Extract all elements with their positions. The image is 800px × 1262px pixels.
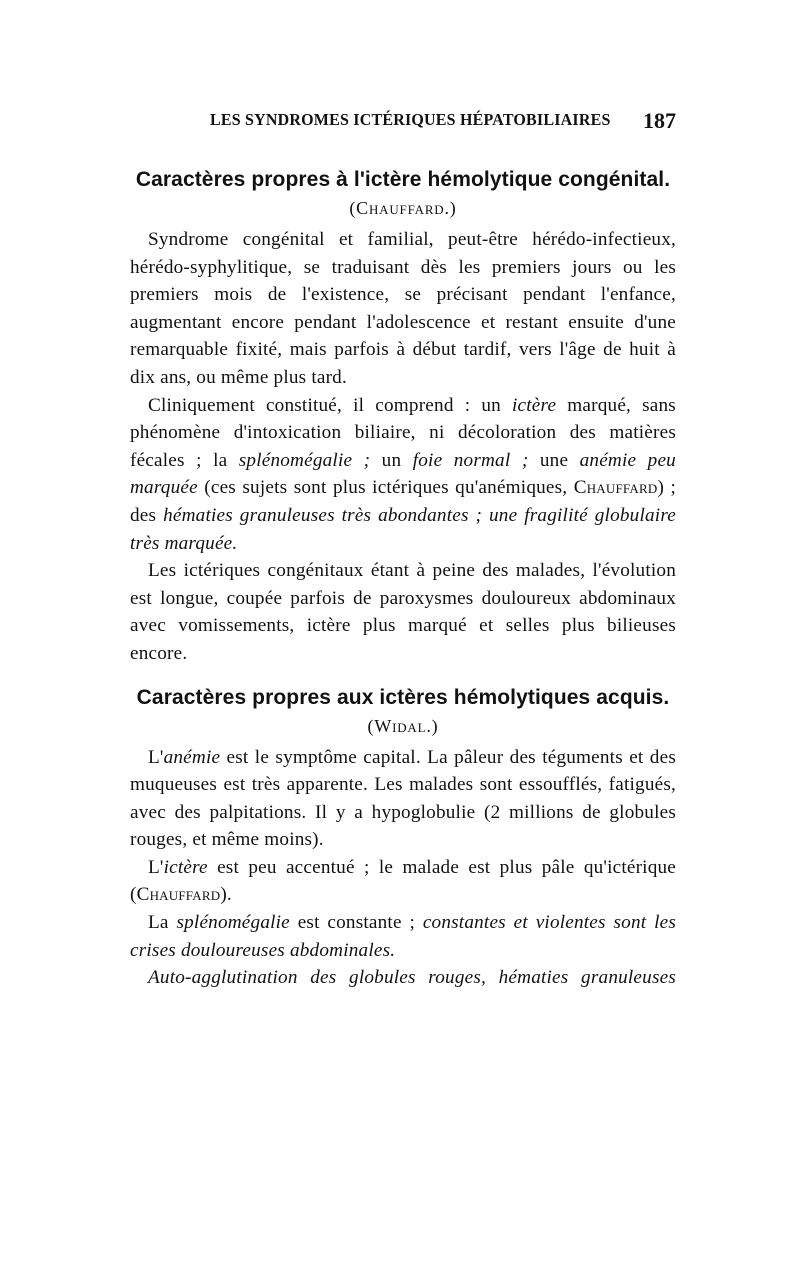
- paragraph-anemie: L'anémie est le symptôme capital. La pâleur des téguments et des muqueuses est très apparente. Les malades sont essoufflés, fatigués, avec des palpitations. Il y a hypoglobulie (2 millions de globules rouges, et même moins).: [130, 746, 676, 851]
- paragraph-ictere: L'ictère est peu accentué ; le malade est plus pâle qu'ictérique (Chauffard).: [130, 856, 676, 906]
- section-gap: [130, 668, 676, 684]
- text-block: [130, 166, 676, 992]
- section-title-congenital: Caractères propres à l'ictère hémolytique congénital.: [135, 168, 671, 191]
- paragraph-syndrome: Syndrome congénital et familial, peut-être hérédo-infectieux, hérédo-syphylitique, se traduisant dès les premiers jours ou les premiers mois de l'existence, se précisant pendant l'enfance, augmentant encore pendant l'adolescence et restant ensuite d'une remarquable fixité, mais parfois à début tardif, vers l'âge de huit à dix ans, ou même plus tard.: [130, 229, 676, 388]
- page-number: 187: [643, 108, 676, 133]
- section-title-acquis: Caractères propres aux ictères hémolytiques acquis.: [136, 685, 670, 709]
- paragraph-splenomegalie: La splénomégalie est constante ; constantes et violentes sont les crises douloureuses abdominales.: [130, 912, 676, 961]
- paragraph-auto-agglutination: Auto-agglutination des globules rouges, hématies granuleuses: [148, 967, 676, 989]
- paragraph-cliniquement: Cliniquement constitué, il comprend : un ictère marqué, sans phénomène d'intoxication biliaire, ni décoloration des matières fécales ; la splénomégalie ; un foie normal ; une anémie peu marquée (ces sujets sont plus ictériques qu'anémiques, Chauffard) ; des hématies granuleuses très abondantes ; une fragilité globulaire très marquée.: [130, 394, 676, 554]
- attribution-widal: (Widal.): [367, 715, 439, 736]
- attribution-chauffard: (Chauffard.): [349, 198, 457, 218]
- paragraph-evolution: Les ictériques congénitaux étant à peine des malades, l'évolution est longue, coupée parfois de paroxysmes douloureux abdominaux avec vomissements, ictère plus marqué et selles plus bilieuses encore.: [130, 560, 676, 664]
- running-head: [130, 108, 676, 142]
- running-title: LES SYNDROMES ICTÉRIQUES HÉPATOBILIAIRES: [210, 111, 611, 130]
